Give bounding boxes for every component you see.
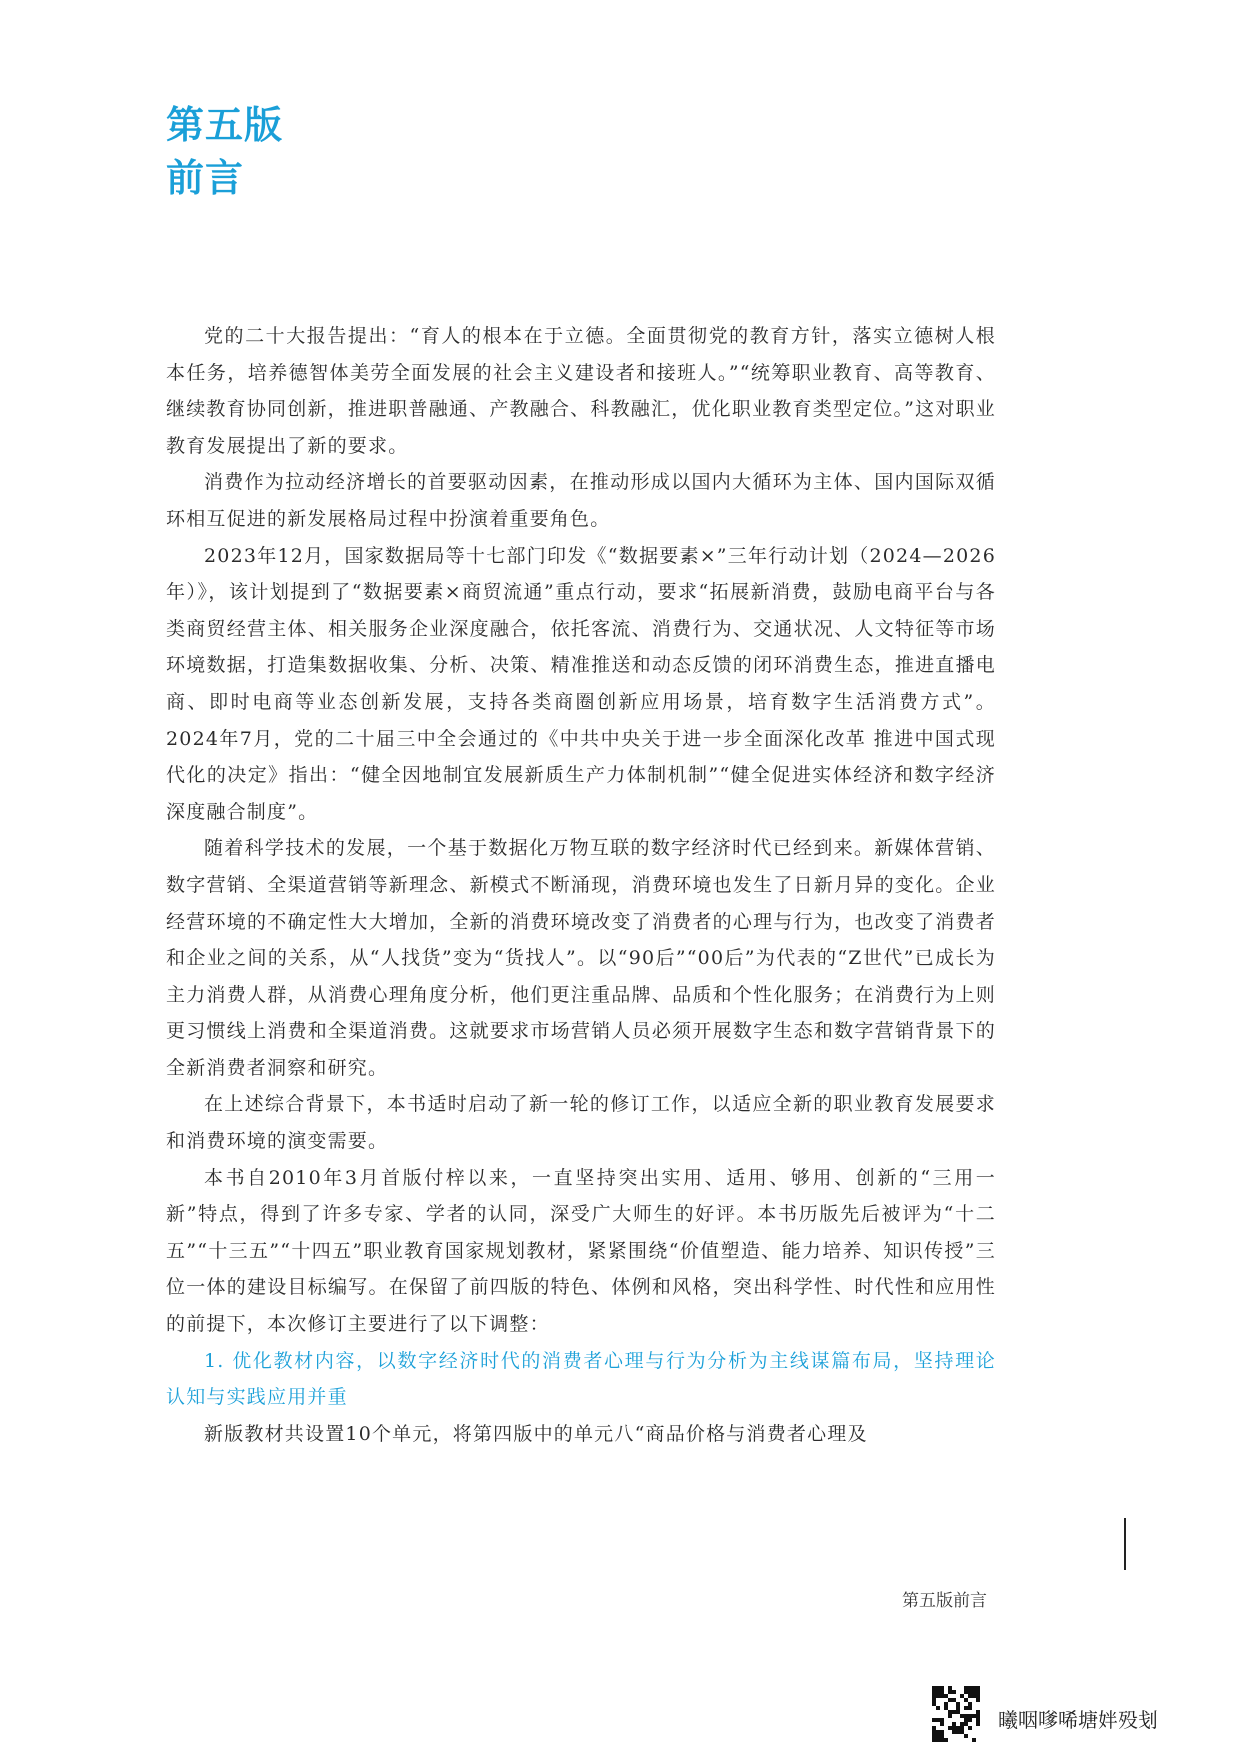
running-footer: 第五版前言 bbox=[902, 1591, 987, 1611]
paragraph: 2023年12月，国家数据局等十七部门印发《“数据要素×”三年行动计划（2024—2026年）》，该计划提到了“数据要素×商贸流通”重点行动，要求“拓展新消费，鼓励电商平台与各类商贸经营主体、相关服务企业深度融合，依托客流、消费行为、交通状况、人文特征等市场环境数据，打造集数据收集、分析、决策、精准推送和动态反馈的闭环消费生态，推进直播电商、即时电商等业态创新发展，支持各类商圈创新应用场景，培育数字生活消费方式”。2024年7月，党的二十届三中全会通过的《中共中央关于进一步全面深化改革 推进中国式现代化的决定》指出：“健全因地制宜发展新质生产力体制机制”“健全促进实体经济和数字经济深度融合制度”。 bbox=[166, 544, 996, 823]
paragraph: 新版教材共设置10个单元，将第四版中的单元八“商品价格与消费者心理及 bbox=[204, 1422, 868, 1445]
footer-divider bbox=[1124, 1518, 1126, 1570]
paragraph: 消费作为拉动经济增长的首要驱动因素，在推动形成以国内大循环为主体、国内国际双循环相互促进的新发展格局过程中扮演着重要角色。 bbox=[166, 471, 996, 530]
paragraph: 在上述综合背景下，本书适时启动了新一轮的修订工作，以适应全新的职业教育发展要求和消费环境的演变需要。 bbox=[166, 1093, 996, 1153]
paragraph: 党的二十大报告提出：“育人的根本在于立德。全面贯彻党的教育方针，落实立德树人根本任务，培养德智体美劳全面发展的社会主义建设者和接班人。”“统筹职业教育、高等教育、继续教育协同创新，推进职普融通、产教融合、科教融汇，优化职业教育类型定位。”这对职业教育发展提出了新的要求。 bbox=[166, 325, 996, 457]
preface-body bbox=[166, 318, 996, 1452]
qr-code-icon bbox=[932, 1686, 980, 1742]
paragraph: 本书自2010年3月首版付梓以来，一直坚持突出实用、适用、够用、创新的“三用一新”特点，得到了许多专家、学者的认同，深受广大师生的好评。本书历版先后被评为“十二五”“十三五”“十四五”职业教育国家规划教材，紧紧围绕“价值塑造、能力培养、知识传授”三位一体的建设目标编写。在保留了前四版的特色、体例和风格，突出科学性、时代性和应用性的前提下，本次修订主要进行了以下调整： bbox=[166, 1166, 996, 1336]
watermark-text: 曦咽嗲唏塘姅殁刬 bbox=[998, 1708, 1158, 1732]
highlight-paragraph: 1. 优化教材内容，以数字经济时代的消费者心理与行为分析为主线谋篇布局，坚持理论认知与实践应用并重 bbox=[166, 1349, 996, 1409]
edition-heading: 第五版 bbox=[166, 103, 284, 147]
preface-heading: 前言 bbox=[166, 156, 245, 200]
paragraph: 随着科学技术的发展，一个基于数据化万物互联的数字经济时代已经到来。新媒体营销、数字营销、全渠道营销等新理念、新模式不断涌现，消费环境也发生了日新月异的变化。企业经营环境的不确定性大大增加，全新的消费环境改变了消费者的心理与行为，也改变了消费者和企业之间的关系，从“人找货”变为“货找人”。以“90后”“00后”为代表的“Z世代”已成长为主力消费人群，从消费心理角度分析，他们更注重品牌、品质和个性化服务；在消费行为上则更习惯线上消费和全渠道消费。这就要求市场营销人员必须开展数字生态和数字营销背景下的全新消费者洞察和研究。 bbox=[166, 837, 996, 1079]
